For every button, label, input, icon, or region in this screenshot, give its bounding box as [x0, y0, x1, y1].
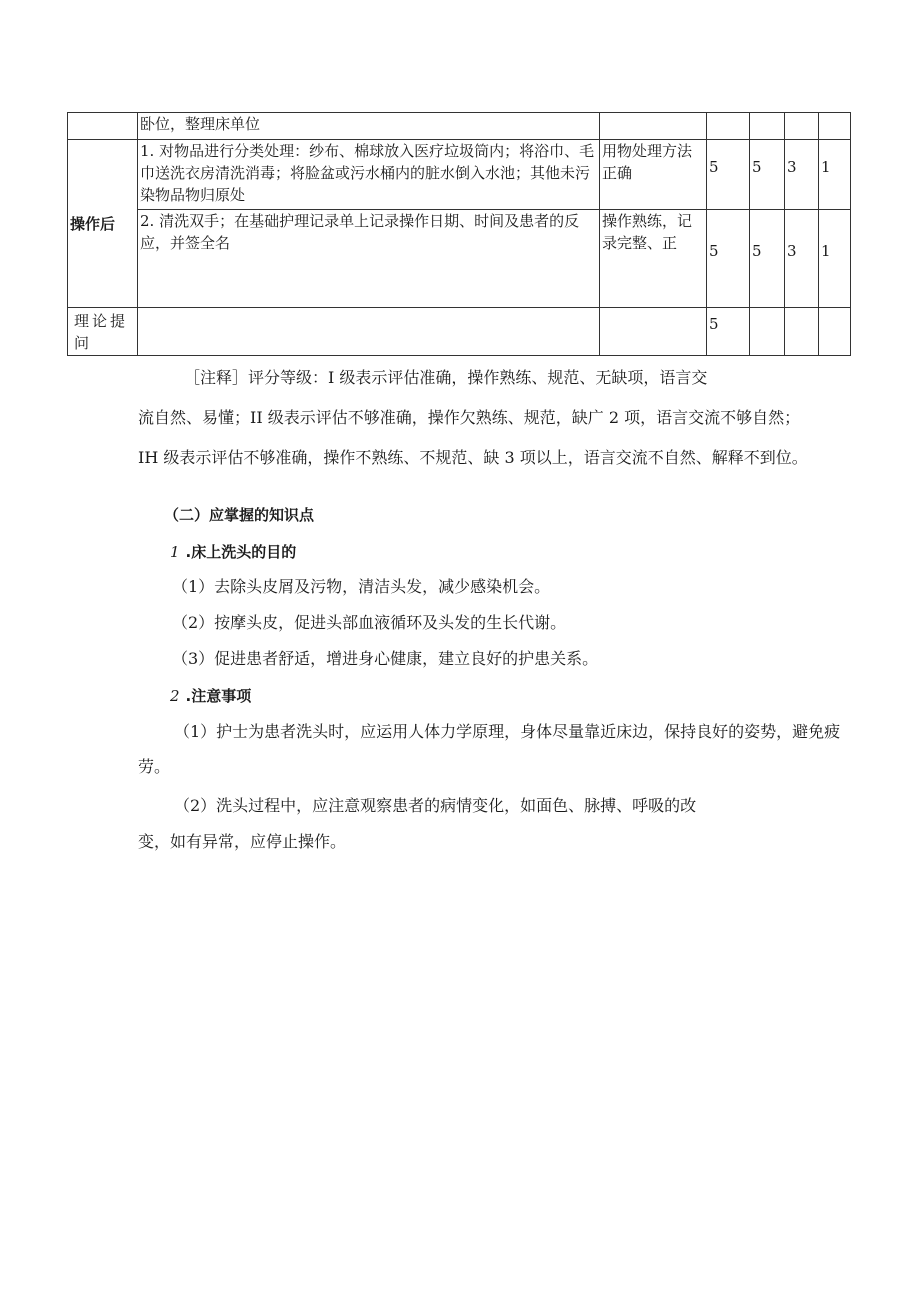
paragraph-line: （2）洗头过程中，应注意观察患者的病情变化，如面色、脉搏、呼吸的改: [174, 796, 697, 815]
grading-table: [67, 112, 851, 356]
paragraph-line: 变，如有异常，应停止操作。: [138, 832, 347, 851]
table-cell: [785, 113, 819, 140]
subheading: 1 .床上洗头的目的: [170, 543, 297, 561]
score-cell: 3: [785, 140, 819, 210]
score-cell: 1: [819, 140, 851, 210]
note-line: ［注释］评分等级：I 级表示评估准确，操作熟练、规范、无缺项，语言交: [184, 368, 708, 387]
table-cell: [600, 308, 707, 356]
score-cell: 3: [785, 210, 819, 308]
list-item: （2）按摩头皮，促进头部血液循环及头发的生长代谢。: [172, 613, 567, 632]
score-cell: 5: [707, 210, 750, 308]
table-row: [68, 140, 851, 210]
table-cell: [600, 113, 707, 140]
table-cell: [750, 308, 785, 356]
subheading: 2 .注意事项: [170, 687, 252, 705]
table-cell: [68, 113, 138, 140]
item-content: 2. 清洗双手；在基础护理记录单上记录操作日期、时间及患者的反应，并签全名: [138, 210, 600, 308]
note-line: 流自然、易懂；II 级表示评估不够准确，操作欠熟练、规范，缺广 2 项，语言交流不够自然；: [138, 408, 801, 427]
section-heading: （二）应掌握的知识点: [164, 506, 315, 524]
score-cell: 5: [707, 308, 750, 356]
score-cell: 1: [819, 210, 851, 308]
table-row: [68, 210, 851, 308]
table-cell: [819, 113, 851, 140]
list-item: （1）去除头皮屑及污物，清洁头发，减少感染机会。: [172, 577, 551, 596]
note-line: IH 级表示评估不够准确，操作不熟练、不规范、缺 3 项以上，语言交流不自然、解释不到位。: [138, 448, 808, 467]
paragraph: （1）护士为患者洗头时，应运用人体力学原理，身体尽量靠近床边，保持良好的姿势，避免疲劳。: [138, 722, 841, 776]
grading-note: [138, 358, 858, 478]
table-cell: [819, 308, 851, 356]
item-content: 卧位，整理床单位: [138, 113, 600, 140]
score-cell: 5: [750, 140, 785, 210]
theory-category-cell: 理论提问: [68, 308, 138, 356]
item-standard: 用物处理方法正确: [600, 140, 707, 210]
table-cell: [785, 308, 819, 356]
list-item: （3）促进患者舒适，增进身心健康，建立良好的护患关系。: [172, 649, 599, 668]
score-cell: 5: [750, 210, 785, 308]
table-cell: [138, 308, 600, 356]
table-cell: [707, 113, 750, 140]
item-standard: 操作熟练，记录完整、正: [600, 210, 707, 308]
score-cell: 5: [707, 140, 750, 210]
table-row: [68, 113, 851, 140]
table-cell: [750, 113, 785, 140]
category-cell: 操作后: [68, 140, 138, 308]
item-content: 1. 对物品进行分类处理：纱布、棉球放入医疗垃圾筒内；将浴巾、毛巾送洗衣房清洗消毒；将脸盆或污水桶内的脏水倒入水池；其他未污染物品物归原处: [138, 140, 600, 210]
table-row: [68, 308, 851, 356]
